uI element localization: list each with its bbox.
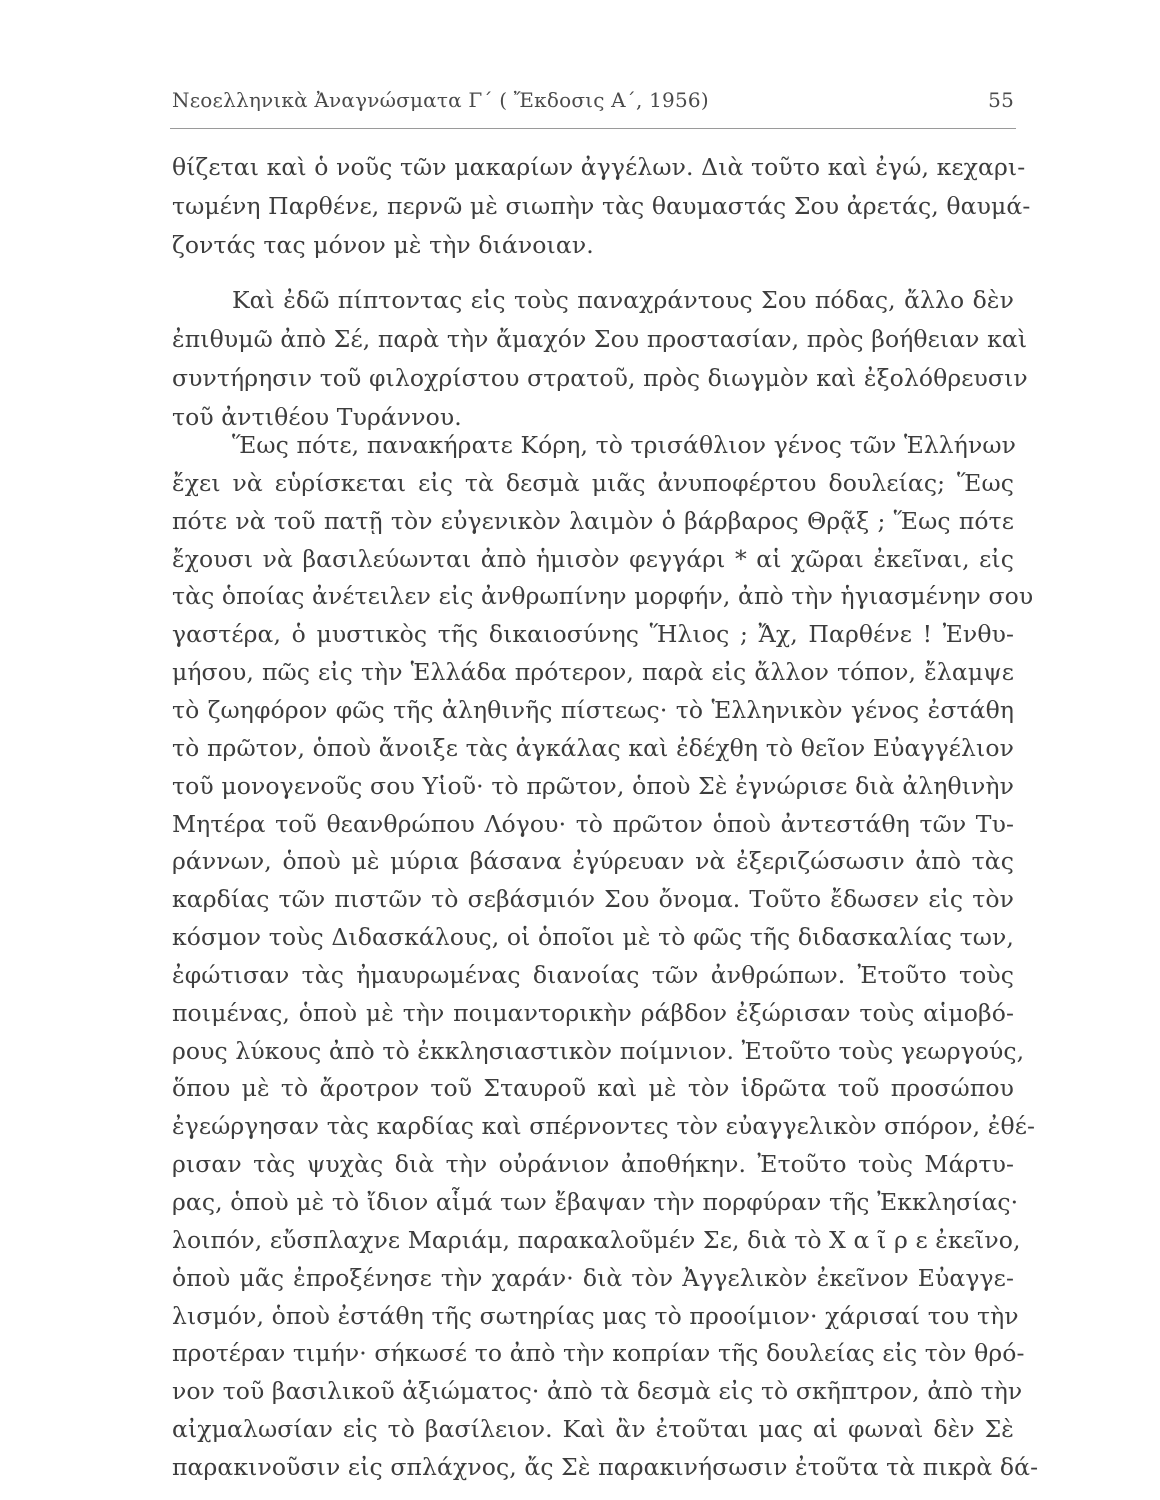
- text-line: ἐπιθυμῶ ἀπὸ Σέ, παρὰ τὴν ἄμαχόν Σου προστασίαν, πρὸς βοήθειαν καὶ: [172, 325, 1028, 353]
- text-line: ἐφώτισαν τὰς ἠμαυρωμένας διανοίας τῶν ἀνθρώπων. Ἐτοῦτο τοὺς: [172, 961, 1014, 989]
- text-line: κόσμον τοὺς Διδασκάλους, οἱ ὁποῖοι μὲ τὸ φῶς τῆς διδασκαλίας των,: [172, 923, 1014, 951]
- text-line: τοῦ ἀντιθέου Τυράννου.: [172, 403, 462, 431]
- text-line: ρας, ὁποὺ μὲ τὸ ἴδιον αἷμά των ἔβαψαν τὴν πορφύραν τῆς Ἐκκλησίας·: [172, 1188, 1019, 1216]
- text-line: ἔχει νὰ εὑρίσκεται εἰς τὰ δεσμὰ μιᾶς ἀνυποφέρτου δουλείας; Ἕως: [172, 469, 1014, 497]
- text-line: Ἕως πότε, πανακήρατε Κόρη, τὸ τρισάθλιον γένος τῶν Ἑλλήνων: [232, 431, 1017, 459]
- text-line: συντήρησιν τοῦ φιλοχρίστου στρατοῦ, πρὸς διωγμὸν καὶ ἐξολόθρευσιν: [172, 364, 1028, 392]
- text-line: τωμένη Παρθένε, περνῶ μὲ σιωπὴν τὰς θαυμαστάς Σου ἀρετάς, θαυμά-: [172, 192, 1031, 220]
- text-line: Μητέρα τοῦ θεανθρώπου Λόγου· τὸ πρῶτον ὁποὺ ἀντεστάθη τῶν Τυ-: [172, 810, 1014, 838]
- book-title: Νεοελληνικὰ Ἀναγνώσματα Γ΄ ( Ἔκδοσις Α΄, 1956): [172, 88, 709, 112]
- text-line: ὁποὺ μᾶς ἐπροξένησε τὴν χαράν· διὰ τὸν Ἀγγελικὸν ἐκεῖνον Εὐαγγε-: [172, 1264, 1014, 1292]
- text-line: προτέραν τιμήν· σήκωσέ το ἀπὸ τὴν κοπρίαν τῆς δουλείας εἰς τὸν θρό-: [172, 1339, 1025, 1367]
- text-line: λοιπόν, εὔσπλαχνε Μαριάμ, παρακαλοῦμέν Σε, διὰ τὸ Χ α ῖ ρ ε ἐκεῖνο,: [172, 1226, 1021, 1254]
- text-line: Καὶ ἐδῶ πίπτοντας εἰς τοὺς παναχράντους Σου πόδας, ἄλλο δὲν: [232, 286, 1014, 314]
- page-number: 55: [988, 88, 1014, 112]
- text-line: τὸ ζωηφόρον φῶς τῆς ἀληθινῆς πίστεως· τὸ Ἑλληνικὸν γένος ἐστάθη: [172, 696, 1014, 724]
- text-line: τὰς ὁποίας ἀνέτειλεν εἰς ἀνθρωπίνην μορφήν, ἀπὸ τὴν ἡγιασμένην σου: [172, 582, 1034, 610]
- text-line: τὸ πρῶτον, ὁποὺ ἄνοιξε τὰς ἀγκάλας καὶ ἐδέχθη τὸ θεῖον Εὐαγγέλιον: [172, 734, 1014, 762]
- text-line: παρακινοῦσιν εἰς σπλάχνος, ἄς Σὲ παρακινήσωσιν ἐτοῦτα τὰ πικρὰ δά-: [172, 1453, 1039, 1481]
- text-line: λισμόν, ὁποὺ ἐστάθη τῆς σωτηρίας μας τὸ προοίμιον· χάρισαί του τὴν: [172, 1302, 1019, 1330]
- text-line: τοῦ μονογενοῦς σου Υἱοῦ· τὸ πρῶτον, ὁποὺ Σὲ ἐγνώρισε διὰ ἀληθινὴν: [172, 772, 1014, 800]
- text-line: ἐγεώργησαν τὰς καρδίας καὶ σπέρνοντες τὸν εὐαγγελικὸν σπόρον, ἐθέ-: [172, 1112, 1036, 1140]
- text-line: ζοντάς τας μόνον μὲ τὴν διάνοιαν.: [172, 231, 594, 259]
- text-line: μήσου, πῶς εἰς τὴν Ἑλλάδα πρότερον, παρὰ εἰς ἄλλον τόπον, ἔλαμψε: [172, 658, 1014, 686]
- text-line: καρδίας τῶν πιστῶν τὸ σεβάσμιόν Σου ὄνομα. Τοῦτο ἔδωσεν εἰς τὸν: [172, 885, 1014, 913]
- text-line: θίζεται καὶ ὁ νοῦς τῶν μακαρίων ἀγγέλων. Διὰ τοῦτο καὶ ἐγώ, κεχαρι-: [172, 153, 1026, 181]
- text-line: γαστέρα, ὁ μυστικὸς τῆς δικαιοσύνης Ἥλιος ; Ἄχ, Παρθένε ! Ἐνθυ-: [172, 620, 1014, 648]
- text-line: ποιμένας, ὁποὺ μὲ τὴν ποιμαντορικὴν ράβδον ἐξώρισαν τοὺς αἱμοβό-: [172, 999, 1014, 1027]
- text-line: ἔχουσι νὰ βασιλεύωνται ἀπὸ ἡμισὸν φεγγάρι * αἱ χῶραι ἐκεῖναι, εἰς: [172, 545, 1014, 573]
- text-line: νον τοῦ βασιλικοῦ ἀξιώματος· ἀπὸ τὰ δεσμὰ εἰς τὸ σκῆπτρον, ἀπὸ τὴν: [172, 1377, 1023, 1405]
- text-line: αἰχμαλωσίαν εἰς τὸ βασίλειον. Καὶ ἂν ἐτοῦται μας αἱ φωναὶ δὲν Σὲ: [172, 1415, 1014, 1443]
- text-line: ρισαν τὰς ψυχὰς διὰ τὴν οὐράνιον ἀποθήκην. Ἐτοῦτο τοὺς Μάρτυ-: [172, 1150, 1014, 1178]
- text-line: ράννων, ὁποὺ μὲ μύρια βάσανα ἐγύρευαν νὰ ἐξεριζώσωσιν ἀπὸ τὰς: [172, 847, 1014, 875]
- text-line: ρους λύκους ἀπὸ τὸ ἐκκλησιαστικὸν ποίμνιον. Ἐτοῦτο τοὺς γεωργούς,: [172, 1037, 1025, 1065]
- text-line: ὅπου μὲ τὸ ἄροτρον τοῦ Σταυροῦ καὶ μὲ τὸν ἱδρῶτα τοῦ προσώπου: [172, 1074, 1014, 1102]
- text-line: πότε νὰ τοῦ πατῇ τὸν εὐγενικὸν λαιμὸν ὁ βάρβαρος Θρᾷξ ; Ἕως πότε: [172, 507, 1014, 535]
